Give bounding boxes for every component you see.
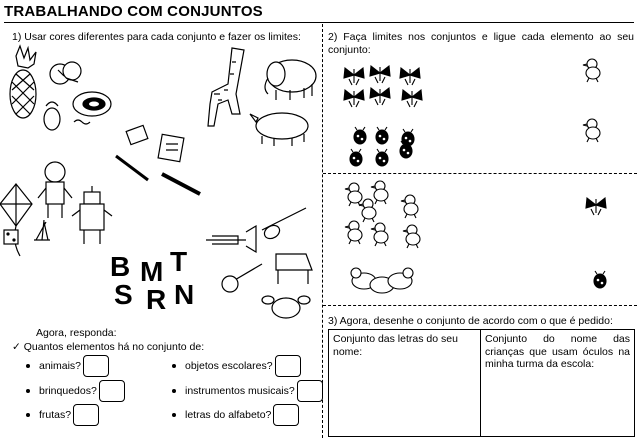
letter-t: T [170,246,188,277]
letter-b: B [110,251,131,282]
ladybug-icons-group [350,127,414,166]
bullet-icon [26,389,30,393]
drawing-table [328,329,635,437]
section1-instruction: 1) Usar cores diferentes para cada conjunto e fazer os limites: [12,31,301,43]
vertical-divider [322,24,323,438]
bullet-icon [26,364,30,368]
letter-s: S [114,279,133,310]
bullet-icon [172,364,176,368]
rhino-icon [250,113,308,146]
trumpet-icon [206,226,256,252]
question-toys: brinquedos? [26,380,125,402]
answer-box-instruments[interactable] [297,380,323,402]
bullet-icon [26,413,30,417]
answer-box-letters[interactable] [273,404,299,426]
section2-illustrations [324,55,636,305]
cashew-icon [44,102,60,130]
plant-icon [34,220,50,240]
answer-box-animals[interactable] [83,355,109,377]
questions-heading: ✓ Quantos elementos há no conjunto de: [12,341,205,353]
doll-icon [38,162,72,218]
answer-box-toys[interactable] [99,380,125,402]
butterfly-icons-group-1 [344,66,422,107]
orange-icon [50,62,81,84]
papaya-icon [73,92,111,124]
chicks-icon [351,268,413,293]
questions-intro: Agora, responda: [36,327,117,339]
letter-r: R [146,284,167,315]
guitar-icon [222,264,262,292]
question-fruits: frutas? [26,404,99,426]
question-instruments: instrumentos musicais? [172,380,323,402]
bird-target-icon [583,59,600,82]
drums-icon [262,296,310,318]
school-supplies-icons [116,125,200,194]
butterfly-target-icon [586,198,606,215]
title-underline [4,22,634,23]
letter-n: N [174,279,195,310]
elephant-icon [265,60,316,100]
kite-icon [0,184,32,256]
question-school-objects: objetos escolares? [172,355,301,377]
bullet-icon [172,413,176,417]
dice-icon [4,230,18,244]
pineapple-icon [10,46,36,118]
section2-instruction: 2) Faça limites nos conjuntos e ligue cada elemento ao seu conjunto: [328,31,634,56]
robot-icon [72,186,112,244]
bird-target-icon [583,119,600,142]
answer-box-fruits[interactable] [73,404,99,426]
checkmark-icon: ✓ [12,341,21,353]
violin-icon [262,208,306,241]
section-divider-2 [323,305,637,306]
question-letters: letras do alfabeto? [172,404,299,426]
glasses-children-cell[interactable]: Conjunto do nome das crianças que usam óculos na minha turma da escola: [485,333,630,370]
letter-m: M [140,256,164,287]
section3-instruction: 3) Agora, desenhe o conjunto de acordo com o que é pedido: [328,315,613,327]
giraffe-icon [208,48,244,126]
bird-icons-group [345,181,420,248]
page-title: TRABALHANDO COM CONJUNTOS [4,3,263,20]
answer-box-school-objects[interactable] [275,355,301,377]
piano-icon [276,254,312,284]
bullet-icon [172,389,176,393]
name-letters-cell[interactable]: Conjunto das letras do seu nome: [329,330,481,436]
question-animals: animais? [26,355,109,377]
ladybug-target-icon [594,271,606,288]
